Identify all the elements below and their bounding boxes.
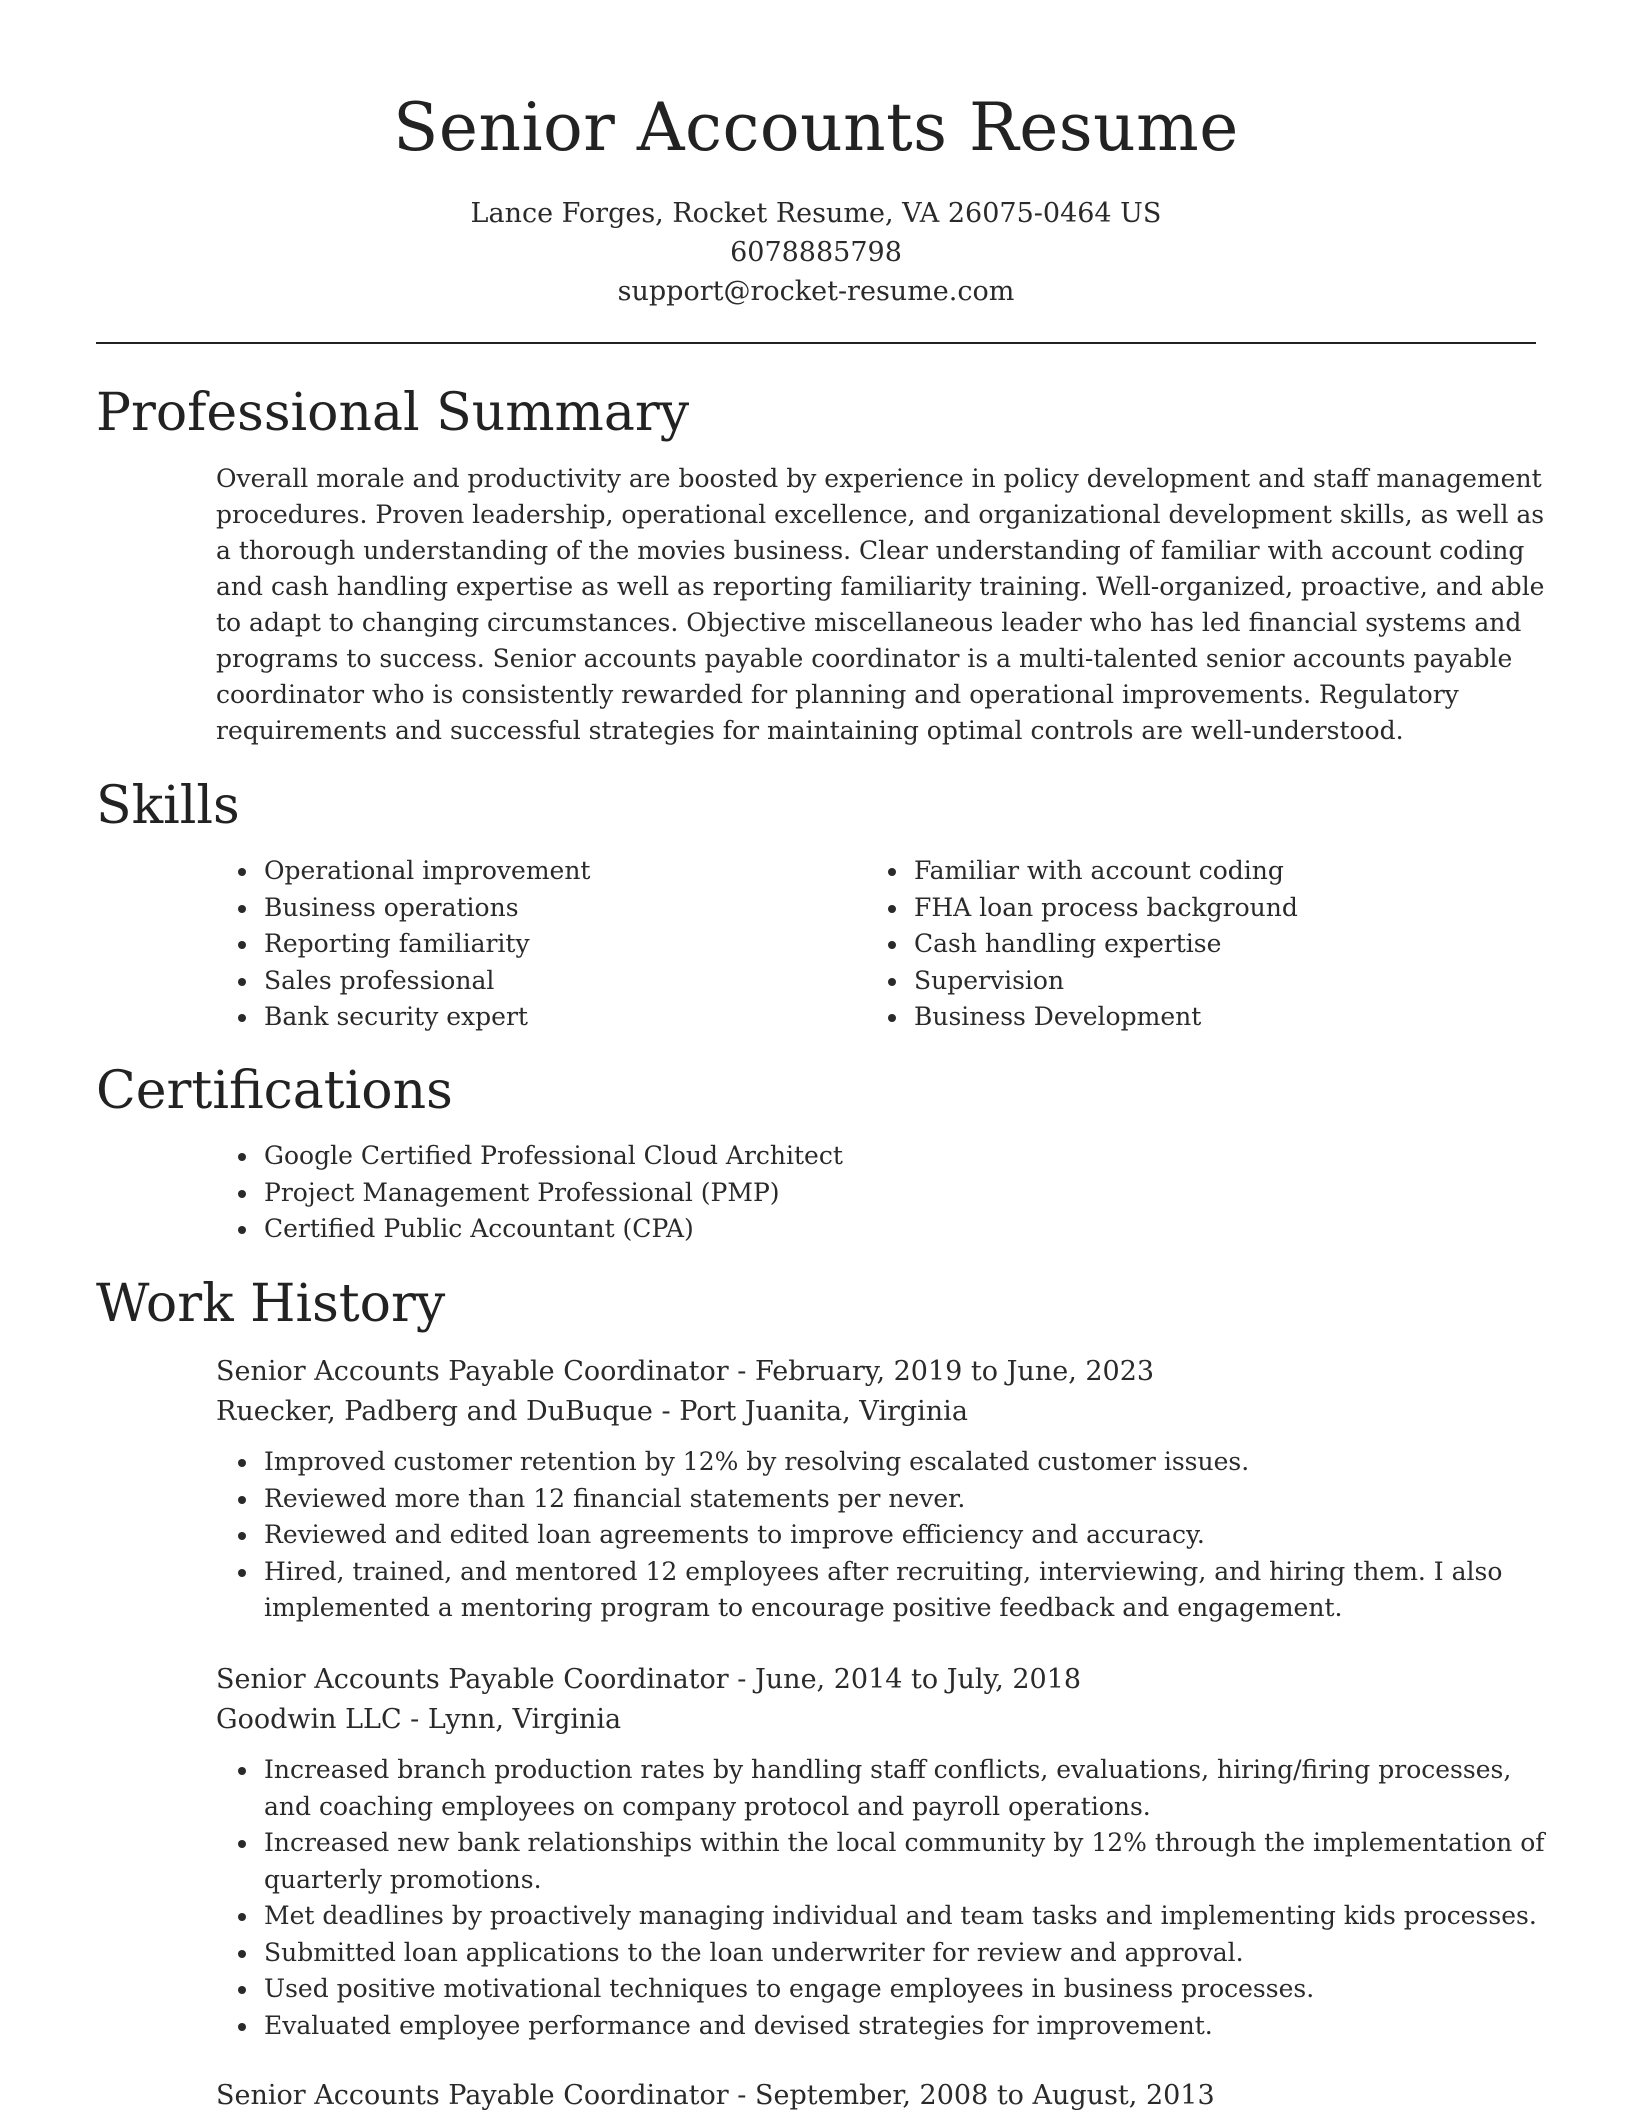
skills-list-right [866,853,1486,1036]
skills-heading: Skills [96,776,240,836]
skill-item: • Supervision [910,963,1486,1000]
job-company: Ruecker, Padberg and DuBuque - Port Juanita, Virginia [216,1396,968,1427]
certifications-heading: Certifications [96,1061,453,1121]
contact-phone: 6078885798 [730,237,902,268]
job-bullet: • Reviewed more than 12 financial statements per never. [260,1481,1546,1518]
header-divider [96,342,1536,344]
certification-item: • Project Management Professional (PMP) [260,1175,1516,1212]
certification-item: • Google Certified Professional Cloud Architect [260,1138,1516,1175]
skill-item: • Business Development [910,999,1486,1036]
skill-item: • Familiar with account coding [910,853,1486,890]
skills-list-left [216,853,836,1036]
job-entry [216,2076,1546,2116]
resume-header [0,0,1632,311]
skill-item: • Cash handling expertise [910,926,1486,963]
job-bullet: • Increased new bank relationships within the local community by 12% through the implementation of quarterly promotions. [260,1825,1546,1898]
job-entry [216,1352,1546,1627]
job-title: Senior Accounts Payable Coordinator - February, 2019 to June, 2023 [216,1356,1155,1387]
job-bullets [216,1444,1546,1627]
job-entry [216,1660,1546,2044]
work-history-heading: Work History [96,1274,446,1334]
job-title: Senior Accounts Payable Coordinator - September, 2008 to August, 2013 [216,2080,1215,2111]
summary-heading: Professional Summary [96,383,690,443]
certification-item: • Certified Public Accountant (CPA) [260,1211,1516,1248]
job-bullet: • Increased branch production rates by handling staff conflicts, evaluations, hiring/firing processes, and coaching employees on company protocol and payroll operations. [260,1752,1546,1825]
summary-text: Overall morale and productivity are boosted by experience in policy development and staff management procedures. Proven leadership, operational excellence, and organizational development skills, as well as a thorough understanding of the movies business. Clear understanding of familiar with account coding and cash handling expertise as well as reporting familiarity training. Well-organized, proactive, and able to adapt to changing circumstances. Objective miscellaneous leader who has led financial systems and programs to success. Senior accounts payable coordinator is a multi-talented senior accounts payable coordinator who is consistently rewarded for planning and operational improvements. Regulatory requirements and successful strategies for maintaining optimal controls are well-understood. [216,464,1545,745]
job-bullet: • Met deadlines by proactively managing individual and team tasks and implementing kids processes. [260,1898,1546,1935]
job-bullet: • Evaluated employee performance and devised strategies for improvement. [260,2008,1546,2045]
skills-column-left [216,853,836,1036]
job-bullet: • Improved customer retention by 12% by resolving escalated customer issues. [260,1444,1546,1481]
skill-item: • Bank security expert [260,999,836,1036]
job-company: Goodwin LLC - Lynn, Virginia [216,1704,622,1735]
contact-email: support@rocket-resume.com [617,276,1015,307]
job-bullet: • Hired, trained, and mentored 12 employees after recruiting, interviewing, and hiring them. I also implemented a mentoring program to encourage positive feedback and engagement. [260,1554,1546,1627]
skill-item: • FHA loan process background [910,890,1486,927]
skill-item: • Operational improvement [260,853,836,890]
certifications-list [216,1138,1516,1248]
resume-title: Senior Accounts Resume [393,89,1239,166]
job-bullets [216,1752,1546,2044]
job-bullet: • Reviewed and edited loan agreements to improve efficiency and accuracy. [260,1517,1546,1554]
skills-column-right [866,853,1486,1036]
contact-address: Lance Forges, Rocket Resume, VA 26075-0464 US [470,198,1162,229]
job-bullet: • Submitted loan applications to the loan underwriter for review and approval. [260,1935,1546,1972]
skill-item: • Sales professional [260,963,836,1000]
job-bullet: • Used positive motivational techniques to engage employees in business processes. [260,1971,1546,2008]
job-title: Senior Accounts Payable Coordinator - June, 2014 to July, 2018 [216,1664,1082,1695]
skill-item: • Business operations [260,890,836,927]
skill-item: • Reporting familiarity [260,926,836,963]
